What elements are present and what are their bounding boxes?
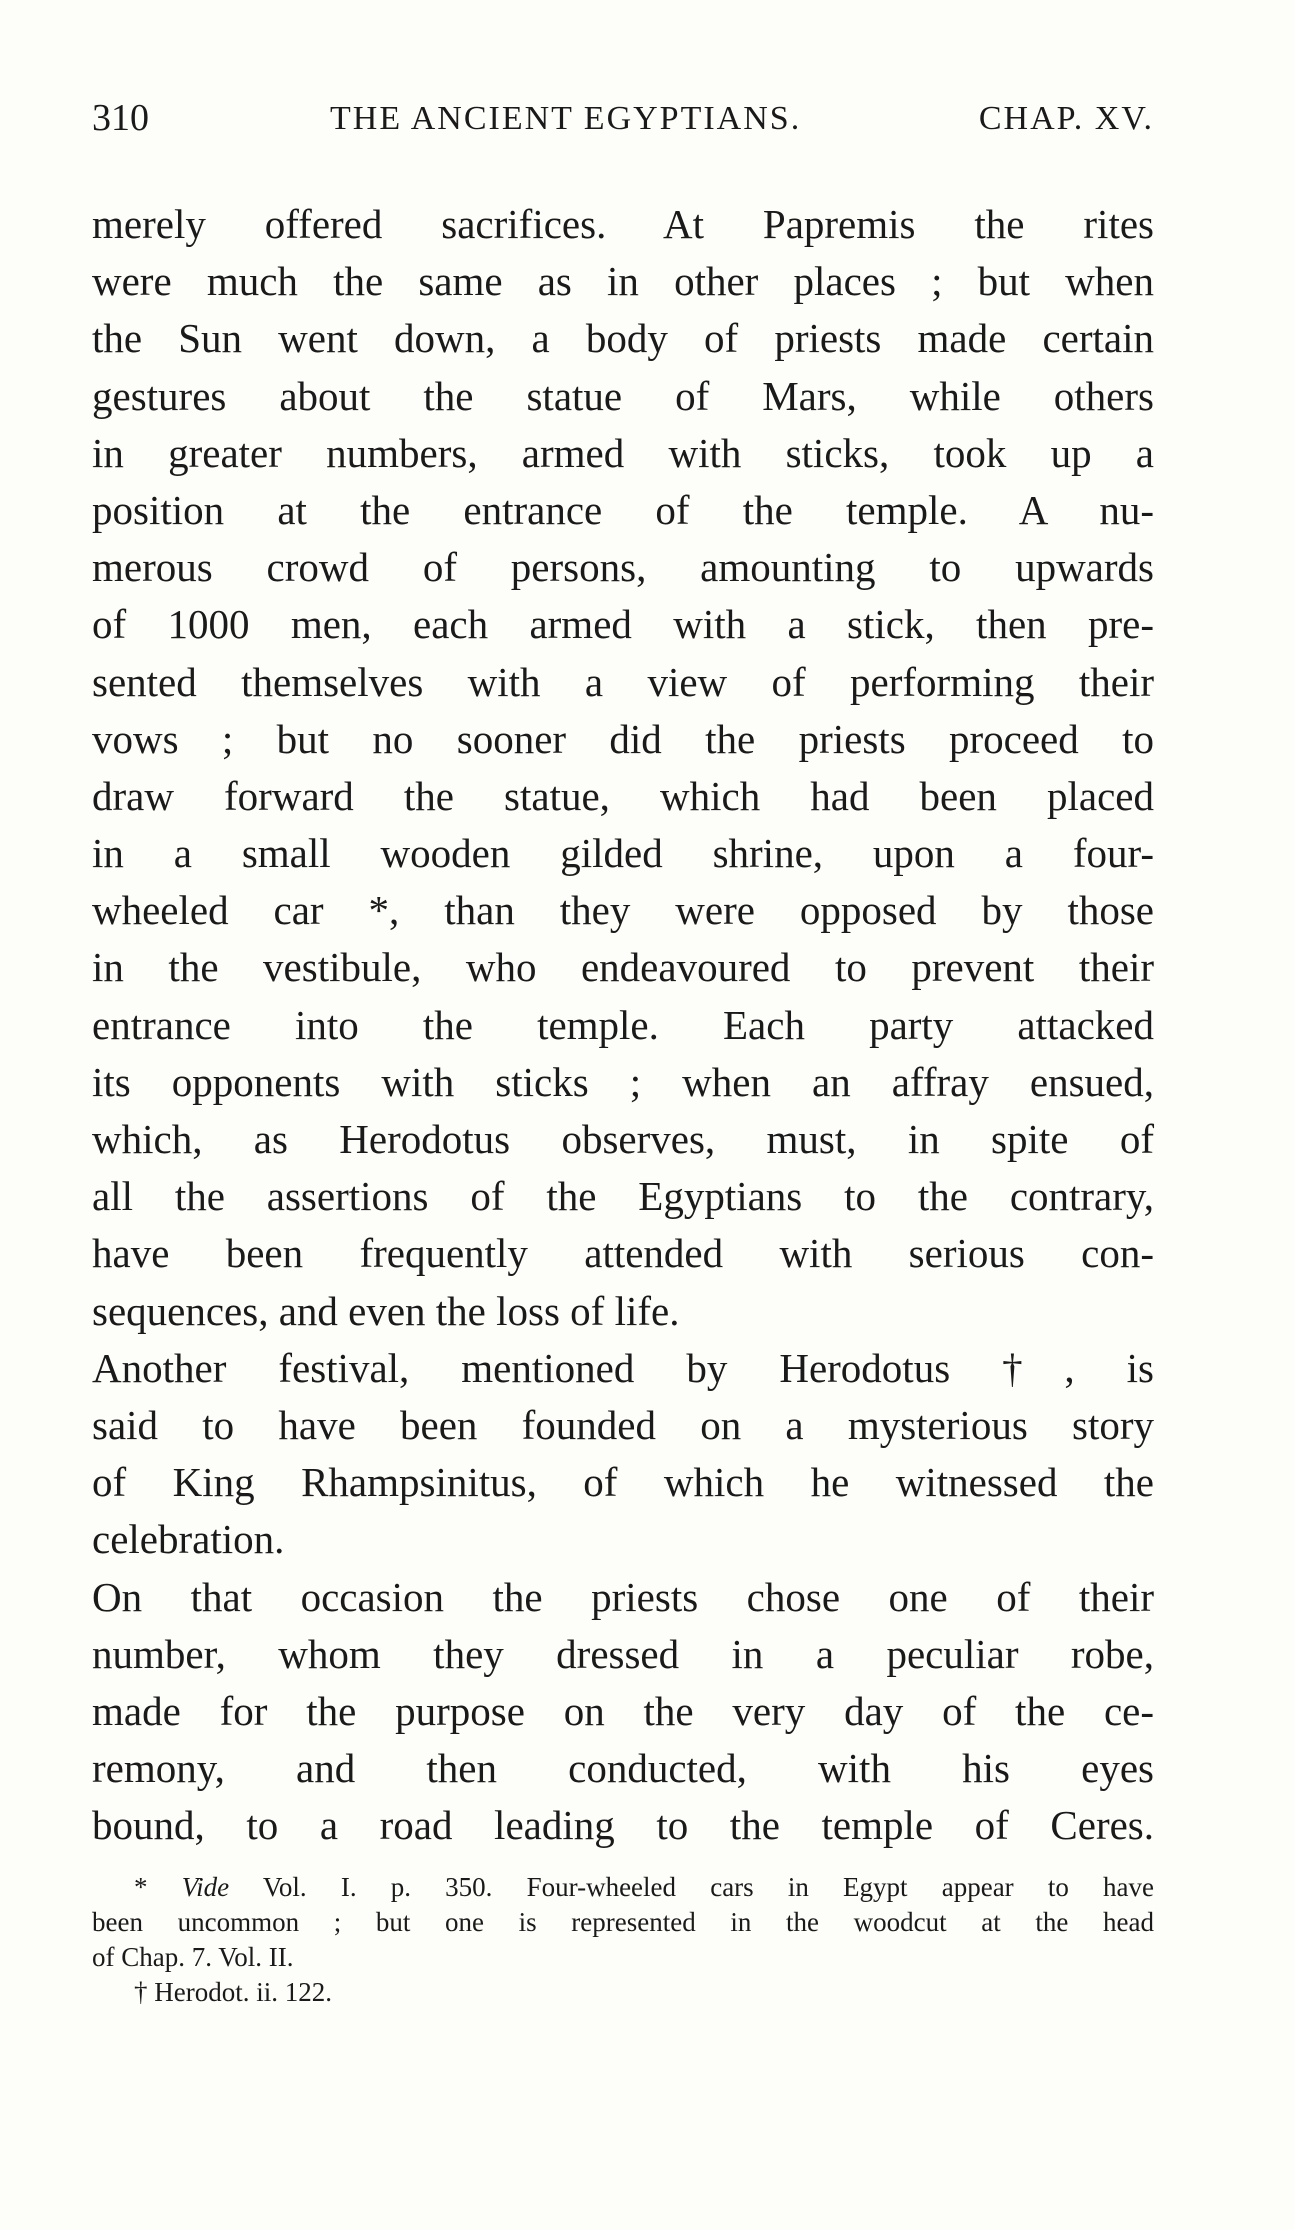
text-line: the Sun went down, a body of priests made certain [92,315,1154,362]
text-line: Another festival, mentioned by Herodotus †, is [92,1344,1154,1391]
chapter-label: CHAP. XV. [978,100,1154,137]
running-title: THE ANCIENT EGYPTIANS. [330,100,802,137]
text-line: merely offered sacrifices. At Papremis the rites [92,201,1154,247]
footnotes [92,1870,1154,2010]
body-text [92,196,1154,1854]
text-line: have been frequently attended with serious con- [92,1230,1154,1277]
text-line: number, whom they dressed in a peculiar robe, [92,1630,1154,1677]
footnote-1-line-3: of Chap. 7. Vol. II. [92,1942,294,1973]
text-line: of King Rhampsinitus, of which he witnessed the [92,1459,1154,1506]
text-line: merous crowd of persons, amounting to upwards [92,544,1154,591]
text-line: vows ; but no sooner did the priests proceed to [92,715,1154,762]
footnote-1-line-1 [92,1870,1154,1905]
text-line: of 1000 men, each armed with a stick, then pre- [92,601,1154,648]
book-page [92,96,1154,2010]
text-line: gestures about the statue of Mars, while others [92,372,1154,419]
text-line: bound, to a road leading to the temple of Ceres. [92,1802,1154,1849]
text-line: in the vestibule, who endeavoured to prevent their [92,944,1154,991]
text-line: On that occasion the priests chose one of their [92,1573,1154,1620]
text-line: draw forward the statue, which had been placed [92,772,1154,819]
text-line: entrance into the temple. Each party attacked [92,1001,1154,1048]
running-header [92,96,1154,156]
text-line: in greater numbers, armed with sticks, took up a [92,429,1154,476]
footnote-1-line-2: been uncommon ; but one is represented in the woodcut at the head [92,1907,1154,1938]
page-number: 310 [92,97,149,139]
footnote-vide: Vide [181,1872,230,1903]
text-line: its opponents with sticks ; when an affray ensued, [92,1058,1154,1105]
text-line: all the assertions of the Egyptians to the contrary, [92,1173,1154,1220]
footnote-2: † Herodot. ii. 122. [134,1977,332,2008]
text-line: said to have been founded on a mysterious story [92,1401,1154,1448]
text-line: position at the entrance of the temple. A nu- [92,486,1154,533]
text-line: sented themselves with a view of performing their [92,658,1154,705]
text-line: wheeled car *, than they were opposed by those [92,887,1154,934]
footnote-marker: * [134,1872,148,1903]
text-line: made for the purpose on the very day of the ce- [92,1687,1154,1734]
footnote-text: Vol. I. p. 350. Four-wheeled cars in Egypt appear to have [262,1872,1155,1903]
text-line: celebration. [92,1516,285,1563]
text-line: sequences, and even the loss of life. [92,1287,680,1334]
text-line: were much the same as in other places ; but when [92,258,1154,305]
text-line: which, as Herodotus observes, must, in spite of [92,1116,1154,1162]
text-line: remony, and then conducted, with his eyes [92,1745,1154,1792]
text-line: in a small wooden gilded shrine, upon a four- [92,830,1154,877]
